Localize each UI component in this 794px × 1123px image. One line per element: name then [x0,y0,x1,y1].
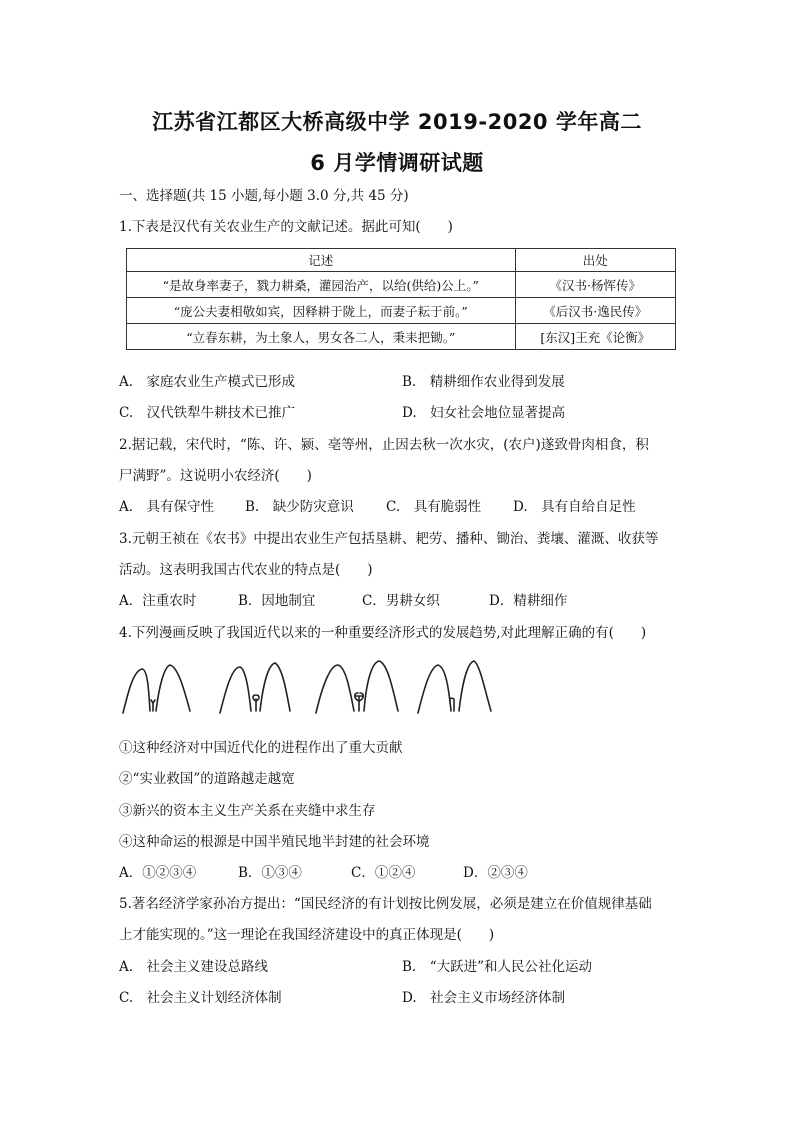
q1-option-c: C. 汉代铁犁牛耕技术已推广 [119,405,296,421]
q3-option-c: C．男耕女织 [362,593,440,609]
q2-stem-line1: 2.据记载，宋代时，“陈、许、颍、亳等州，止因去秋一次水灾，(农户)遂致骨肉相食，积 [119,437,649,453]
sprout-leaves [253,695,259,701]
mountain-right [364,661,398,711]
q4-statement-4: ④这种命运的根源是中国半殖民地半封建的社会环境 [119,834,430,850]
table-cell: 《汉书·杨恽传》 [515,272,675,298]
table-cell: [东汉]王充《论衡》 [515,324,675,350]
q5-option-c: C. 社会主义计划经济体制 [119,990,282,1006]
mountain-right [459,661,491,711]
q5-option-d: D. 社会主义市场经济体制 [402,990,566,1006]
q3-option-d: D．精耕细作 [489,593,568,609]
mountain-left [316,665,354,713]
q3-stem-line2: 活动。这表明我国古代农业的特点是( ) [119,562,373,578]
q5-stem-line2: 上才能实现的。”这一理论在我国经济建设中的真正体现是( ) [119,927,495,943]
q1-option-b: B. 精耕细作农业得到发展 [402,374,565,390]
table-cell: 《后汉书·逸民传》 [515,298,675,324]
q2-option-c: C. 具有脆弱性 [386,499,482,515]
table-row [127,324,676,350]
mountain-left [220,667,251,713]
q5-option-b: B. “大跃进”和人民公社化运动 [402,959,593,975]
cartoon-sprout-between-mountains [118,655,518,717]
q5-stem-line1: 5.著名经济学家孙冶方提出：“国民经济的有计划按比例发展，必须是建立在价值规律基础 [119,896,652,912]
q1-option-a: A. 家庭农业生产模式已形成 [119,374,296,390]
mountain-left [418,665,451,713]
table-row [127,272,676,298]
q4-statement-3: ③新兴的资本主义生产关系在夹缝中求生存 [119,803,376,819]
q4-option-c: C．①②④ [351,865,416,881]
sprout-leaves [151,700,155,703]
q4-stem: 4.下列漫画反映了我国近代以来的一种重要经济形式的发展趋势,对此理解正确的有( ) [119,625,647,641]
q4-option-a: A．①②③④ [119,865,197,881]
q4-statement-2: ②“实业救国”的道路越走越宽 [119,771,295,787]
mountain-right [156,665,190,711]
table-header: 记述 [127,249,516,272]
mountain-left [123,669,150,713]
q2-stem-line2: 尸满野”。这说明小农经济( ) [119,468,312,484]
table-cell: “庞公夫妻相敬如宾，因释耕于陇上，而妻子耘于前。” [127,298,516,324]
q4-option-d: D．②③④ [463,865,528,881]
table-row [127,298,676,324]
q4-statement-1: ①这种经济对中国近代化的进程作出了重大贡献 [119,740,403,756]
document-title-line1: 江苏省江都区大桥高级中学 2019-2020 学年高二 [152,110,642,134]
q5-option-a: A. 社会主义建设总路线 [119,959,269,975]
q3-option-a: A．注重农时 [119,593,197,609]
q2-option-d: D. 具有自给自足性 [513,499,636,515]
document-title-line2: 6 月学情调研试题 [310,151,484,175]
table-header: 出处 [515,249,675,272]
section-heading: 一、选择题(共 15 小题,每小题 3.0 分,共 45 分) [119,188,409,204]
q2-option-b: B. 缺少防灾意识 [245,499,354,515]
q1-option-d: D. 妇女社会地位显著提高 [402,405,566,421]
table-cell: “立春东耕，为土象人，男女各二人，秉耒把锄。” [127,324,516,350]
q1-source-table [126,248,676,350]
q4-option-b: B．①③④ [238,865,302,881]
q3-stem-line1: 3.元朝王祯在《农书》中提出农业生产包括垦耕、耙劳、播种、锄治、粪壤、灌溉、收获等 [119,531,659,547]
q1-stem: 1.下表是汉代有关农业生产的文献记述。据此可知( ) [119,219,453,235]
table-cell: “是故身率妻子，戮力耕桑，灌园治产，以给(供给)公上。” [127,272,516,298]
q2-option-a: A. 具有保守性 [119,499,215,515]
q3-option-b: B．因地制宜 [238,593,316,609]
mountain-right [260,663,290,711]
table-header-row [127,249,676,272]
